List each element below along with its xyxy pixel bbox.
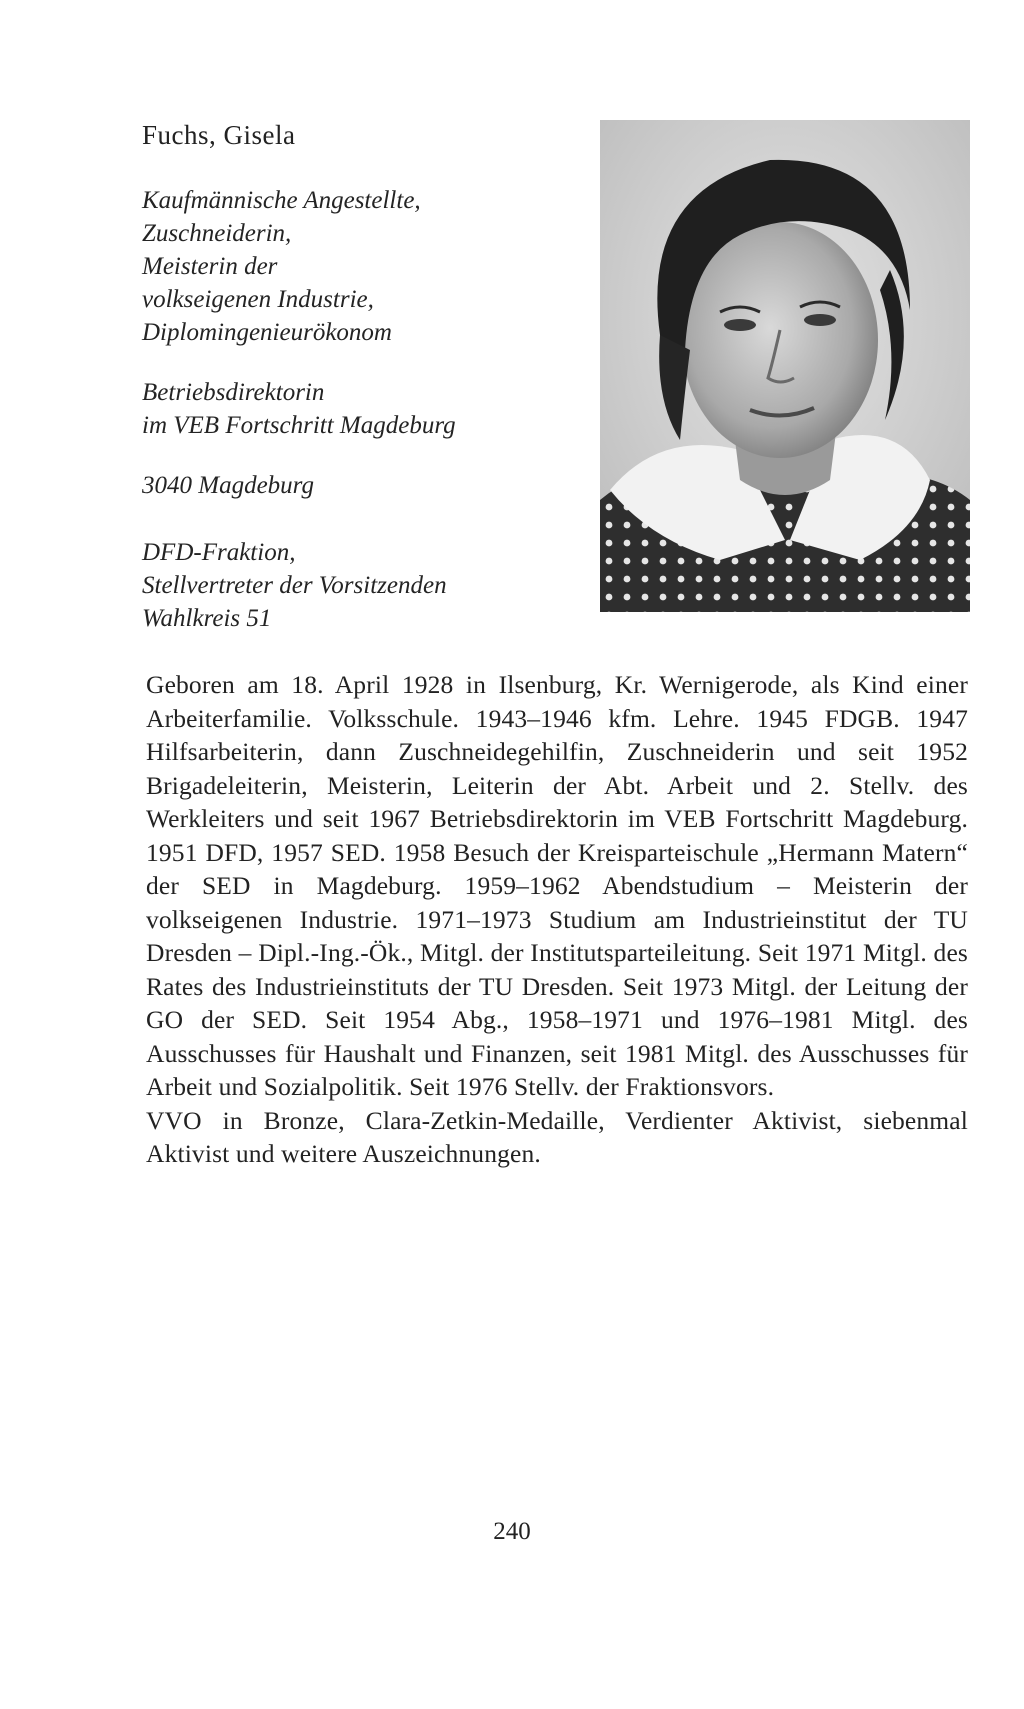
faction-line: Wahlkreis 51 (142, 605, 272, 632)
address-block (142, 469, 582, 502)
profession-line: volkseigenen Industrie, (142, 286, 374, 313)
profession-block (142, 184, 582, 349)
faction-block (142, 536, 582, 635)
portrait-photo (600, 120, 970, 612)
profession-line: Kaufmännische Angestellte, (142, 187, 421, 214)
position-block (142, 376, 582, 442)
position-line: Betriebsdirektorin (142, 379, 325, 406)
page-number: 240 (493, 1518, 531, 1545)
address-line: 3040 Magdeburg (142, 472, 314, 499)
profession-line: Zuschneiderin, (142, 220, 292, 247)
faction-line: Stellvertreter der Vorsitzenden (142, 572, 447, 599)
entry-name: Fuchs, Gisela (142, 120, 296, 150)
position-line: im VEB Fortschritt Magdeburg (142, 412, 456, 439)
faction-line: DFD-Fraktion, (142, 539, 296, 566)
biography-paragraph: Geboren am 18. April 1928 in Ilsenburg, Kr. Wernigerode, als Kind einer Arbeiterfamilie. Volksschule. 1943–1946 kfm. Lehre. 1945 FDGB. 1947 Hilfsarbeiterin, dann Zuschneidegehilfin, Zuschneiderin und seit 1952 Brigadeleiterin, Meisterin, Leiterin der Abt. Arbeit und 2. Stellv. des Werkleiters und seit 1967 Betriebsdirektorin im VEB Fortschritt Magdeburg. 1951 DFD, 1957 SED. 1958 Besuch der Kreisparteischule „Hermann Matern“ der SED in Magdeburg. 1959–1962 Abendstudium – Meisterin der volkseigenen Industrie. 1971–1973 Studium am Industrieinstitut der TU Dresden – Dipl.-Ing.-Ök., Mitgl. der Institutsparteileitung. Seit 1971 Mitgl. des Rates des Industrieinstituts der TU Dresden. Seit 1973 Mitgl. der Leitung der GO der SED. Seit 1954 Abg., 1958–1971 und 1976–1981 Mitgl. des Ausschusses für Haushalt und Finanzen, seit 1981 Mitgl. des Ausschusses für Arbeit und Sozialpolitik. Seit 1976 Stellv. der Fraktionsvors. (146, 670, 968, 1101)
portrait-image (600, 120, 970, 612)
awards-paragraph: VVO in Bronze, Clara-Zetkin-Medaille, Verdienter Aktivist, siebenmal Aktivist und weitere Auszeichnungen. (146, 1105, 968, 1168)
biography-text (146, 668, 968, 1171)
profession-line: Diplomingenieurökonom (142, 319, 392, 346)
profession-line: Meisterin der (142, 253, 278, 280)
entry-profile (142, 184, 582, 662)
